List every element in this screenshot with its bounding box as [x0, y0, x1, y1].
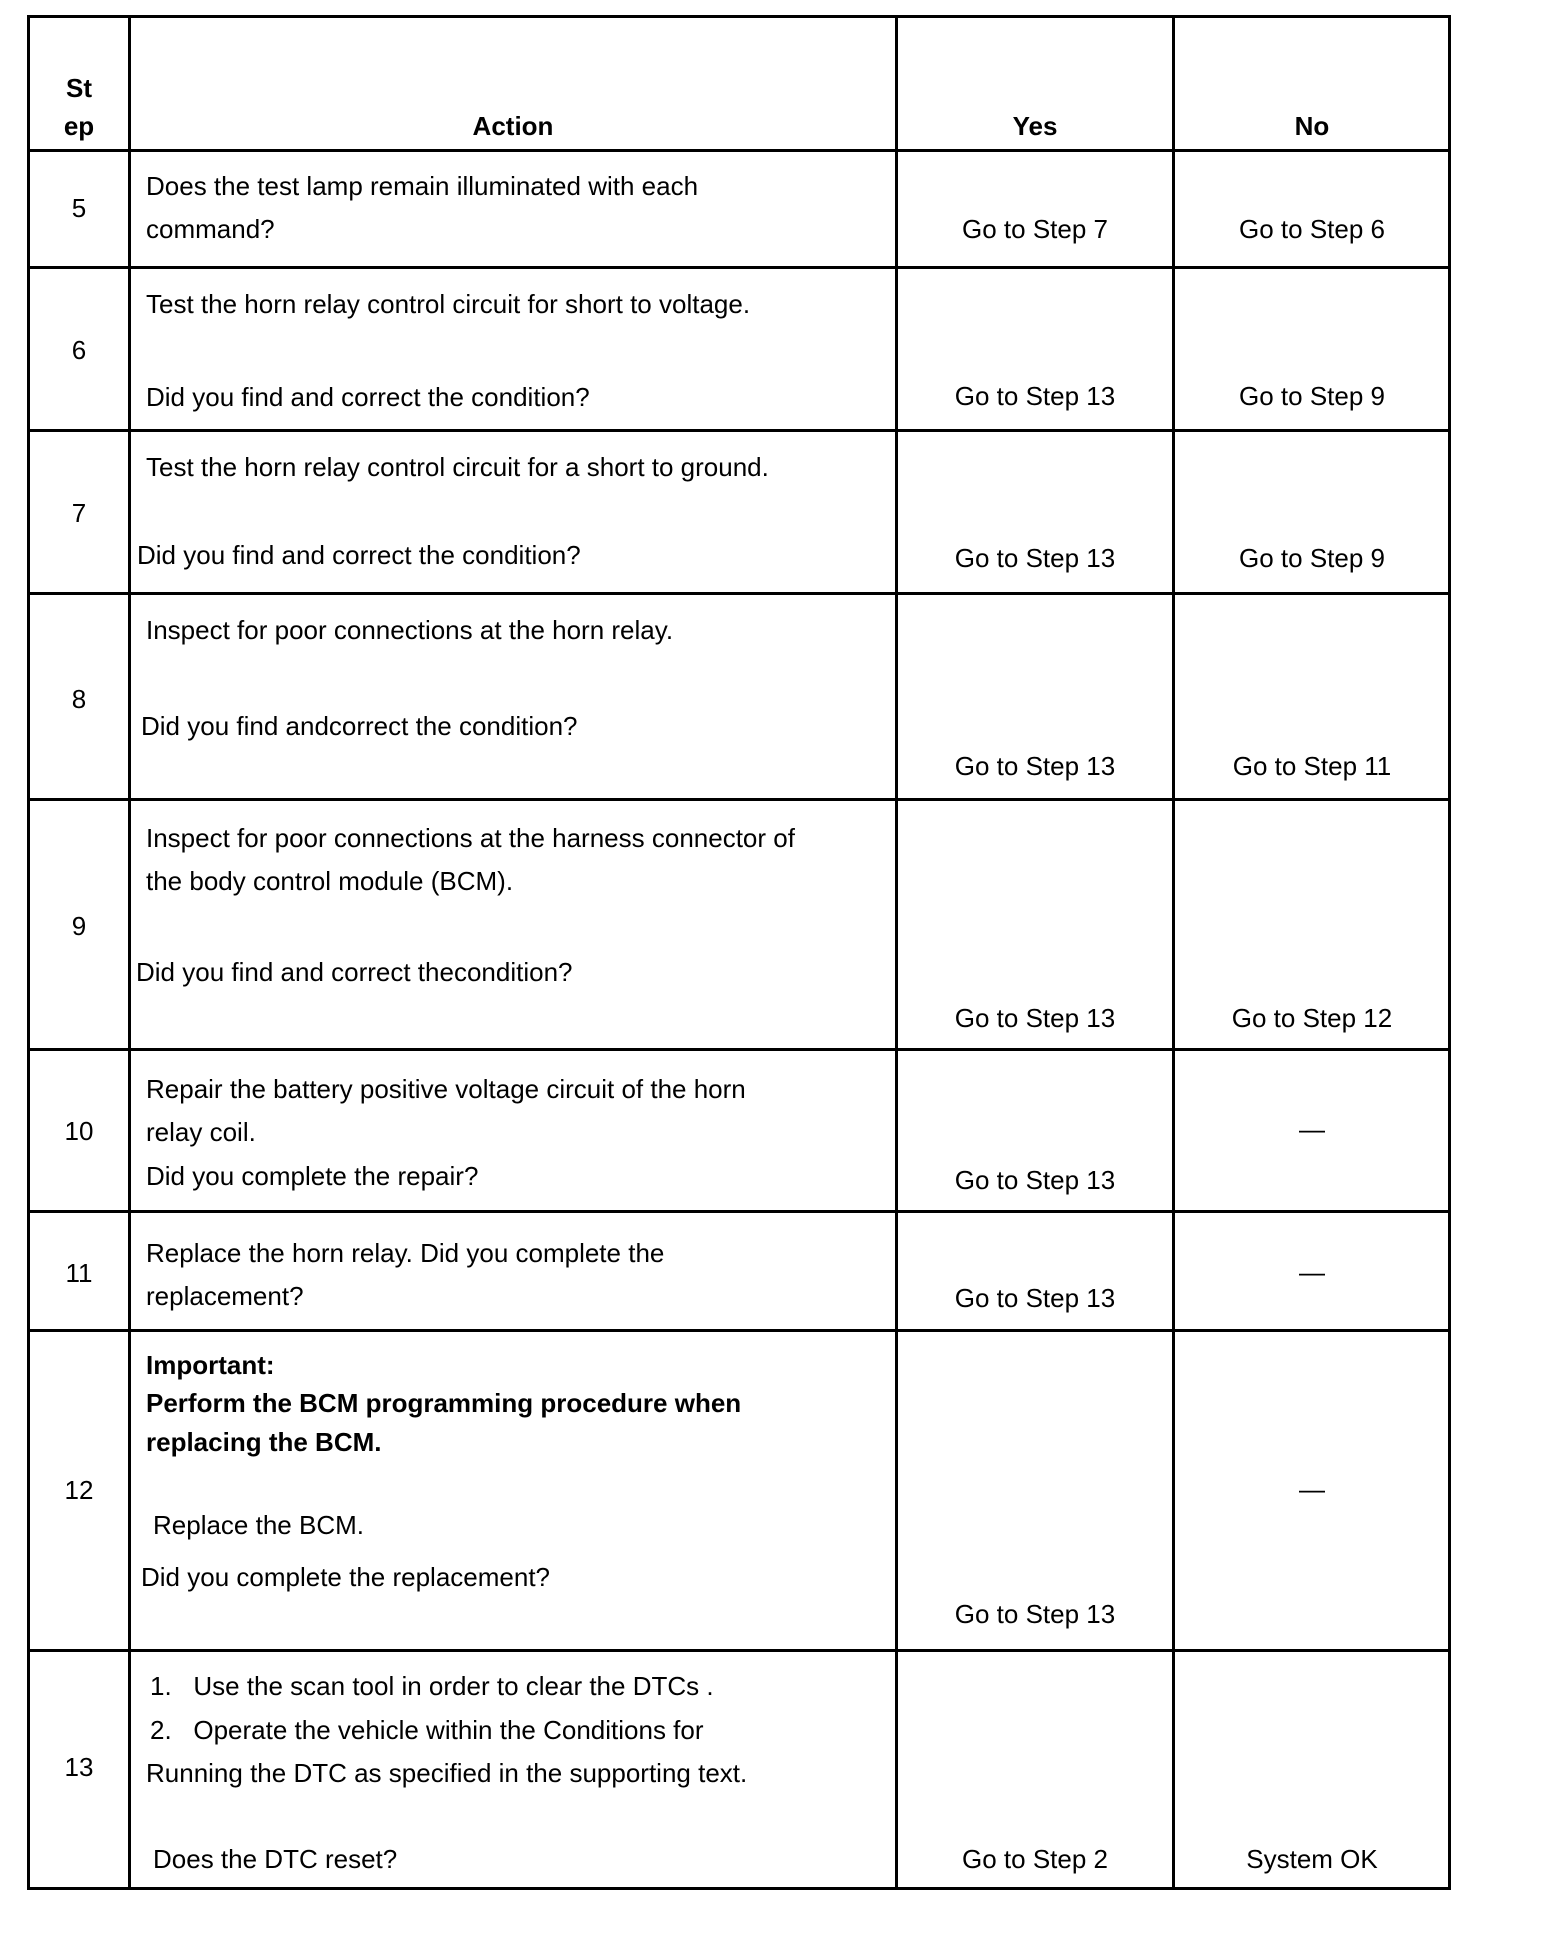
- yes-outcome: Go to Step 13: [954, 1599, 1116, 1629]
- action-text: Does the test lamp remain illuminated with each: [146, 171, 699, 201]
- column-divider: [128, 15, 131, 1890]
- important-note: replacing the BCM.: [146, 1427, 382, 1457]
- action-text: Did you find and correct the condition?: [137, 540, 581, 570]
- action-list-item: 1. Use the scan tool in order to clear the DTCs .: [150, 1671, 714, 1701]
- yes-outcome: Go to Step 13: [954, 1283, 1116, 1313]
- step-number: 11: [65, 1258, 93, 1288]
- action-text: command?: [146, 214, 275, 244]
- no-outcome: Go to Step 11: [1232, 751, 1392, 781]
- header-step-line1: St: [66, 73, 92, 103]
- step-number: 9: [71, 911, 87, 941]
- row-divider: [27, 1329, 1451, 1332]
- table-border-bottom: [27, 1887, 1451, 1890]
- table-border-right: [1448, 15, 1451, 1890]
- step-number: 12: [64, 1475, 94, 1505]
- action-text: Replace the BCM.: [153, 1510, 364, 1540]
- no-outcome: Go to Step 6: [1239, 214, 1385, 244]
- row-divider: [27, 149, 1451, 152]
- action-text: Did you complete the replacement?: [141, 1562, 551, 1592]
- action-text: Did you find andcorrect the condition?: [141, 711, 578, 741]
- table-border-top: [27, 15, 1451, 18]
- no-outcome: System OK: [1246, 1844, 1378, 1874]
- action-text: Test the horn relay control circuit for a short to ground.: [146, 452, 769, 482]
- no-outcome-dash: —: [1299, 1257, 1325, 1287]
- header-no: No: [1294, 111, 1330, 141]
- step-number: 7: [71, 498, 87, 528]
- action-text: Did you find and correct thecondition?: [136, 957, 573, 987]
- no-outcome: Go to Step 9: [1239, 543, 1385, 573]
- table-border-left: [27, 15, 30, 1890]
- step-number: 10: [64, 1116, 94, 1146]
- step-number: 6: [71, 335, 87, 365]
- row-divider: [27, 1210, 1451, 1213]
- row-divider: [27, 1048, 1451, 1051]
- action-text: the body control module (BCM).: [146, 866, 514, 896]
- step-number: 8: [71, 684, 87, 714]
- action-text: Inspect for poor connections at the horn relay.: [146, 615, 674, 645]
- column-divider: [1172, 15, 1175, 1890]
- yes-outcome: Go to Step 13: [954, 1165, 1116, 1195]
- no-outcome-dash: —: [1299, 1114, 1325, 1144]
- action-text: Did you find and correct the condition?: [146, 382, 590, 412]
- yes-outcome: Go to Step 13: [954, 543, 1116, 573]
- action-text: Does the DTC reset?: [153, 1844, 398, 1874]
- action-text: Running the DTC as specified in the supporting text.: [146, 1758, 748, 1788]
- action-text: Test the horn relay control circuit for short to voltage.: [146, 289, 751, 319]
- yes-outcome: Go to Step 13: [954, 1003, 1116, 1033]
- row-divider: [27, 798, 1451, 801]
- action-text: Replace the horn relay. Did you complete the: [146, 1238, 665, 1268]
- header-action: Action: [472, 111, 554, 141]
- action-list-item: 2. Operate the vehicle within the Conditions for: [150, 1715, 704, 1745]
- action-text: Repair the battery positive voltage circuit of the horn: [146, 1074, 746, 1104]
- action-text: Inspect for poor connections at the harness connector of: [146, 823, 795, 853]
- action-text: relay coil.: [146, 1117, 256, 1147]
- row-divider: [27, 429, 1451, 432]
- row-divider: [27, 1649, 1451, 1652]
- no-outcome: Go to Step 9: [1239, 381, 1385, 411]
- row-divider: [27, 266, 1451, 269]
- important-note: Perform the BCM programming procedure when: [146, 1388, 742, 1418]
- no-outcome-dash: —: [1299, 1474, 1325, 1504]
- no-outcome: Go to Step 12: [1231, 1003, 1393, 1033]
- step-number: 13: [64, 1752, 94, 1782]
- header-step-line2: ep: [63, 111, 95, 141]
- important-label: Important:: [146, 1350, 275, 1380]
- yes-outcome: Go to Step 13: [954, 751, 1116, 781]
- step-number: 5: [71, 193, 87, 223]
- yes-outcome: Go to Step 13: [954, 381, 1116, 411]
- row-divider: [27, 592, 1451, 595]
- yes-outcome: Go to Step 2: [962, 1844, 1108, 1874]
- yes-outcome: Go to Step 7: [962, 214, 1108, 244]
- action-text: Did you complete the repair?: [146, 1161, 479, 1191]
- header-yes: Yes: [1012, 111, 1058, 141]
- action-text: replacement?: [146, 1281, 304, 1311]
- diagnostic-table: [27, 15, 1451, 1890]
